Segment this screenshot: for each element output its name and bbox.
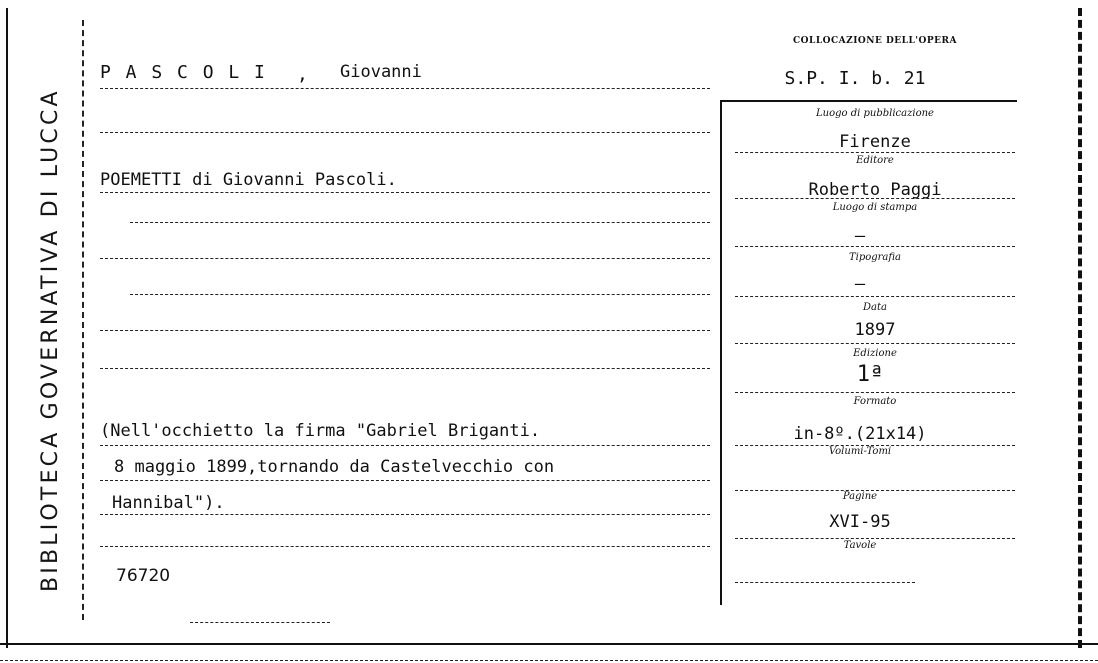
value-printer: – — [854, 274, 866, 294]
rule-print-place — [735, 246, 1015, 247]
author-surname: P A S C O L I — [100, 62, 267, 83]
note-rule-3 — [100, 514, 710, 515]
value-format: in-8º.(21x14) — [793, 424, 927, 444]
rule-5 — [100, 330, 710, 331]
left-border — [6, 8, 8, 648]
label-format: Formato — [853, 396, 897, 407]
label-edition: Edizione — [853, 348, 897, 359]
column-divider — [720, 100, 722, 605]
right-border — [1078, 8, 1082, 648]
rule-1 — [100, 132, 710, 133]
rule-6 — [100, 368, 710, 369]
shelfmark: S.P. I. b. 21 — [784, 68, 926, 89]
collocation-header: COLLOCAZIONE DELL'OPERA — [793, 36, 957, 46]
value-pages: XVI-95 — [829, 512, 891, 532]
label-volumes: Volumi-Tomi — [828, 446, 892, 457]
value-print-place: – — [854, 226, 866, 246]
label-pages: Pagine — [842, 491, 878, 502]
rule-date — [735, 343, 1015, 344]
author-rule — [100, 88, 710, 89]
label-date: Data — [863, 302, 887, 313]
rule-2 — [130, 222, 710, 223]
label-publisher: Editore — [856, 155, 894, 166]
rule-place — [735, 152, 1015, 153]
title-rule — [100, 192, 710, 193]
rule-format — [735, 445, 1015, 446]
value-publisher: Roberto Paggi — [808, 180, 942, 200]
author-separator: , — [297, 64, 308, 85]
author-name: Giovanni — [340, 62, 422, 82]
label-printer: Tipografia — [848, 252, 902, 263]
rule-edition — [735, 392, 1015, 393]
bottom-border — [0, 643, 1098, 645]
rule-plates — [735, 582, 915, 583]
note-line-3: Hannibal"). — [112, 493, 225, 513]
note-rule-1 — [100, 445, 710, 446]
note-line-1: (Nell'occhietto la firma "Gabriel Briganti. — [100, 421, 541, 441]
label-place: Luogo di pubblicazione — [816, 108, 934, 119]
rule-printer — [735, 296, 1015, 297]
rule-8 — [190, 622, 330, 623]
rule-4 — [130, 294, 710, 295]
shelfmark-rule — [722, 100, 1017, 102]
inventory-number: 76720 — [116, 566, 171, 586]
note-rule-2 — [100, 480, 710, 481]
rule-pages — [735, 538, 1015, 539]
library-name: BIBLIOTECA GOVERNATIVA DI LUCCA — [38, 88, 63, 592]
value-place: Firenze — [839, 132, 911, 152]
bottom-dash — [0, 660, 1098, 661]
value-edition: 1ª — [856, 362, 884, 387]
inner-left-border — [82, 20, 84, 620]
label-plates: Tavole — [843, 540, 877, 551]
note-line-2: 8 maggio 1899,tornando da Castelvecchio con — [114, 457, 555, 477]
rule-3 — [100, 258, 710, 259]
value-date: 1897 — [854, 320, 896, 340]
rule-publisher — [735, 198, 1015, 199]
title-line: POEMETTI di Giovanni Pascoli. — [100, 170, 397, 190]
label-print-place: Luogo di stampa — [832, 202, 918, 213]
rule-7 — [100, 546, 710, 547]
